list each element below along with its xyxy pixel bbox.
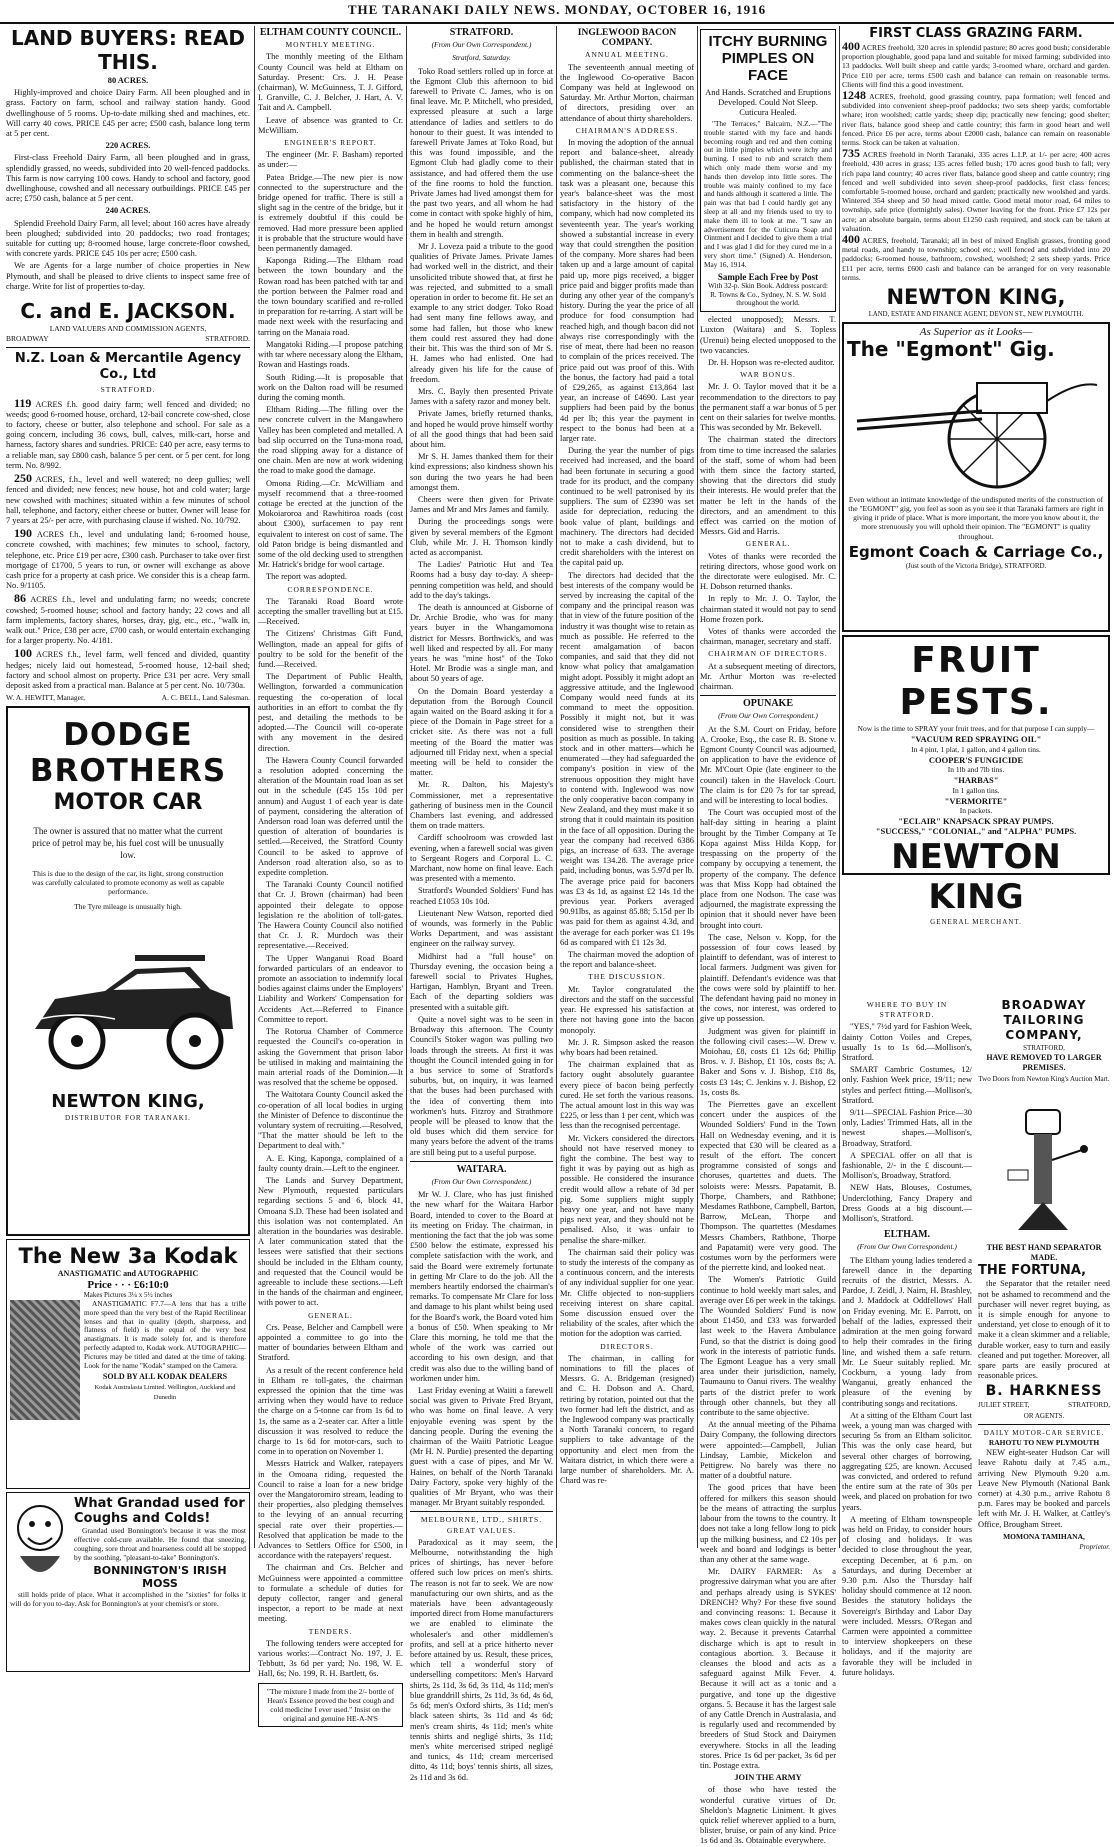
kodak-subtitle: ANASTIGMATIC and AUTOGRAPHIC — [57, 1269, 199, 1279]
article-byline: (From Our Own Correspondent.) — [718, 711, 818, 721]
article-paragraph: The directors had decided that the best interests of the company would be served by increasing the capital of the company and the principal reason was that in view of the future position of the industry it was thought wise to retain as much as possible. He referred to the recent amalgamation of bacon companies, and said that they did not know what policy that amalgamation might adopt. Possibly it might adopt an aggressive attitude, and the Inglewood Company would need funds at its command to meet the opposition. Possibly it might not, but it was considered wise to strengthen their position as much as possible. In taking stock and in other matters—which he enumerated —they had safeguarded the company's position in view of the strenuous opposition they might have to contend with. Inglewood was now the only cooperative bacon company in New Zealand, and they must make it so strong that it could maintain its position in the face of all opposition. During the year the company had received 6386 pigs, an increase of 633. The average weight was 134.28. The average price paid, including bonus, was 5.97d per lb. The average price paid for baconers was £3 4s 1d, as against £2 14s 1d the previous year. Porkers averaged 90.91lbs, as against 85.88; 5.15d per lb was paid for them as against 4.3d, and the average for each porker was £1 19s 6d as compared with £1 12s 3d. — [560, 570, 694, 947]
kodak-price-line: Price · · · £6:10:0 — [87, 1278, 169, 1291]
where-item: SMART Cambric Costumes, 12/ only. Fashion Week price, 19/11; new styles and perfect fitting.—Mollison's, Stratford. — [842, 1065, 972, 1105]
kodak-price-label: Price — [87, 1278, 112, 1291]
article-paragraph: The case, Nelson v. Kopp, for the possession of four cows leased by plaintiff to defendant, was of interest to local farmers. Judgment was given for plaintiff. Defendant's evidence was that the cows were sold by plaintiff to her. The defendant having paid no money in the cows, nor interest, was ordered to give up possession. — [700, 932, 836, 1024]
grandad-brand: BONNINGTON'S IRISH MOSS — [93, 1564, 227, 1591]
article-paragraph: The Department of Public Health, Wellington, forwarded a communication requesting the co-operation of local authorities in an effort to combat the fly pest, and detailing the methods to be adopted.—The Council will co-operate with any movement in the desired direction. — [258, 672, 403, 753]
article-paragraph: The Eltham young ladies tendered a farewell dance in the departing recruits of the district, Messrs. A. Pardoe, J. Zeidl, J. Nairn, H. Brashley, and J. Maddock at Oddfellows' Hall on Friday evening. Mr. E. Parrott, on behalf of the ladies, expressed their admiration at the men going forward to help their comrades in the firing line, and wished them a safe return. Mr. Le Sueur suitably replied. Mr. Cockburn, a young lady from Wanganui, greatly enhanced the pleasure of the evening by contributing songs and recitations. — [842, 1255, 972, 1408]
harkness-name: B. HARKNESS — [985, 1383, 1103, 1400]
article-subheading: MELBOURNE, LTD., SHIRTS. GREAT VALUES. — [420, 1515, 543, 1535]
article-heading: WAITARA. — [456, 1163, 507, 1175]
article-paragraph: South Riding.—It is proposable that work on the Dalton road will be resumed during the coming month. — [258, 372, 403, 402]
land-buyers-ad — [6, 26, 250, 344]
broadway-place: STRATFORD, — [1023, 1044, 1065, 1052]
article-heading: ELTHAM. — [883, 1229, 931, 1241]
grazing-farm-ad — [842, 26, 1110, 319]
column-rule — [406, 26, 407, 1548]
article-paragraph: The seventeenth annual meeting of the Inglewood Co-operative Bacon Company was held at Inglewood on Saturday. Mr. Arthur Morton, chairman of directors, presiding over an attendance of about thirty shareholders. — [560, 62, 694, 123]
listing-text: ACRES, f.h., level and well watered; no deep gullies; well fenced and divided; new fences; new house, hot and cold water; large new cowshed with machines; situated within a few minutes of school hall, telephone, and factory, either cheese or butter. Owner will lease for 7 years at 25/- per acre, with purchasing clause if wished. No. 10/792. — [6, 475, 250, 525]
kodak-price: £6:10:0 — [133, 1278, 169, 1291]
heans-essence-ad: "The mixture I made from the 2/- bottle of Hean's Essence proved the best cough and cold medicine I ever used." Insist on the original and genuine HE-A-N'S — [258, 1683, 403, 1727]
grazing-heading: FIRST CLASS GRAZING FARM. — [869, 26, 1083, 41]
article-paragraph: Votes of thanks were accorded the chairman, manager, secretary and staff. — [700, 627, 836, 647]
listing-text: ACRES f.h. good dairy farm; well fenced and divided; no weeds; good 6-roomed house, orchard, 12-bail concrete cow-shed, close to factory, cheese or butter, also telephone and school. For sale as a going concern, including 36 cows, bull, calves, milk-cart, horse and harness, factory shares and sundries. PRICE: £40 per acre, easy terms to a reliable man, say £800 cash, balance 5 per cent. or 5 per cent. for long term. No. 8/992. — [6, 399, 250, 470]
article-paragraph: Patea Bridge.—The new pier is now connected to the superstructure and the bridge opened for traffic. There is still a slight sag in the centre of the bridge, but it is extremely doubtful if this could be removed. Had more pressure been applied it is probable that the structure would have been permanently damaged. — [258, 172, 403, 254]
kodak-company: Kodak Australasia Limited. Wellington, Auckland and Dunedin — [94, 1383, 236, 1401]
article-paragraph: The death is announced at Gisborne of Dr. Archie Brodie, who was for many years buyer in the Whangamomona district for Messrs. Borthwick's, and was well liked and respected by all. For many years he was "mine host" of the Toko Hotel. Mr Brodie was a single man, and about 50 years of age. — [410, 602, 553, 684]
gig-heading: As Superior as it Looks— — [919, 326, 1033, 339]
article-paragraph: At a sitting of the Eltham Court last week, a young man was charged with securing 5s from an Eltham solicitor. This was the only case heard, but several other charges of borrowing, aggregating £25, are known. Accused was convicted, and ordered to refund the entire sum at the rate of 30s per week, and placed on probation for two years. — [842, 1410, 972, 1512]
divider — [410, 1511, 553, 1512]
article-paragraph: During the year the number of pigs received had increased, and the board had been fortunate in securing a good trade for its product, and the company continued to be well patronised by its suppliers. The sum of £2390 was set aside for depreciation, reducing the book value of plant, buildings and machinery. The directors had decided not to make a cash dividend, but to credit shareholders with the interest on the capital paid up. — [560, 446, 694, 568]
right-ads — [978, 998, 1110, 1552]
article-byline: (From Our Own Correspondent.) — [431, 1176, 532, 1186]
cuticura-ad — [700, 29, 836, 312]
article-paragraph: Mr W. J. Clare, who has just finished the new wharf for the Waitara Harbor Board, intended to cover to the Board at its meeting on Friday. The chairman, in mentioning the fact that the job was some £500 below the estimate, expressed his complete satisfaction with the work, and said the Board were extremely fortunate in getting Mr Clare to do the job. All the members heartily endorsed the chairman's remarks. To compensate Mr Clare for loss and damage to his plant whilst being used for the Board's work, the Board voted him a bonus of £50. When speaking to Mr Clare this morning, he told me that the whole of the work was carried out according to his own design, and that credit was also due to the willing band of workmen under him. — [410, 1190, 553, 1383]
article-paragraph: The chairman and Crs. Belcher and McGuinness were appointed a committee to formulate a schedule of duties for deputy collector, ranger and general inspector, a report to be made at next meeting. — [258, 1563, 403, 1624]
article-paragraph: Quite a novel sight was to be seen in Broadway this afternoon. The County Council's Stoker wagon was pulling two loads through the streets. At first it was thought the Council intended going in for a bus service to some of Stratford's suburbs, but, on inquiry, it was learned that the buses had been purchased with the idea of converting them into workmen's huts. Fitzroy and Strathmore people will be pleased to know that the old buses which did them service for many years before the advent of the trams are still being put to a useful purpose. — [410, 1014, 553, 1157]
nz-manager: W. A. HEWITT, Manager, — [6, 693, 86, 703]
article-paragraph: At the annual meeting of the Pihama Dairy Company, the following directors were appointed:—Campbell, Julian Lindsay, Lambie, Mickelon and Pettigrew. No barely was there no matter of a doubtful nature. — [700, 1420, 836, 1481]
motor-role: Proprietor. — [1079, 1543, 1110, 1552]
article-paragraph: Toko Road settlers rolled up in force at the Egmont Club this afternoon to bid farewell to Private C. James, who is on final leave. Mr. P. Mitchell, who presided, expressed pleasure at such a large attendance of ladies and settlers to do honour to their guest. It was intended to farewell Private James at Toko Road, but this was found impossible, and the Egmont Club had gladly come to their assistance, and had offered them the use of the fine rooms to hold the function. Private James had lived amongst them for the past two years, and all whom he had come in contact with spoke highly of him, and he hoped he would return amongst them in health and strength. — [410, 66, 553, 239]
divider — [700, 695, 836, 696]
jackson-name: C. and E. JACKSON. — [20, 299, 236, 324]
where-item: 9/11—SPECIAL Fashion Price—30 only, Ladies' Trimmed Hats, all in the newest shapes.—Mollison's, Broadway, Stratford. — [842, 1108, 972, 1148]
article-paragraph: Omona Riding.—Cr. McWilliam and myself recommend that a three-roomed cottage be erected at the junction of the Mokoiaroroa and Rawhitiroa roads (cost about £300), surfacemen to pay rent equivalent to interest on cost of same. The old Paton bridge is being dismantled and some of the old decking used to strengthen Mr. Hatrick's bridge for wool cartage. — [258, 478, 403, 570]
where-heading: WHERE TO BUY IN STRATFORD. — [866, 1000, 948, 1020]
dodge-brothers-ad — [6, 706, 250, 1236]
article-paragraph: The following tenders were accepted for various works:—Contract No. 197, J. E. Tebbutt, 3s 6d per yard; No. 198, W. E. Hall, 6s; No. 199, R. H. Bartlett, 6s. — [258, 1638, 403, 1679]
listing-text: Splendid Freehold Dairy Farm, all level; about 160 acres have already been ploughed; subdivided into 20 paddocks; two road frontages; suitable for cutting up; 8-roomed house, large concrete-floor cowshed, with concrete yards. PRICE £45 10s per acre; £500 cash. — [6, 218, 250, 259]
sample-text: With 32-p. Skin Book. Address postcard: R. Towns & Co., Sydney, N. S. W. Sold throughout the world. — [708, 280, 828, 308]
article-paragraph: Dr. H. Hopson was re-elected auditor. — [708, 357, 835, 367]
article-subheading: ANNUAL MEETING. — [585, 50, 669, 60]
column-rule — [839, 26, 840, 1548]
agents-note: We are Agents for a large number of choice properties in New Plymouth, and shall be pleased to drive clients to inspect same free of charge. Write for list of properties to-day. — [6, 261, 250, 291]
listing-text: ACRES freehold, 320 acres in splendid pasture; 80 acres good bush; considerable proportion ploughable, good papa land and suitable for mixed farming; subdivided into 13 paddocks. Well built sheep and cattle yards; 3-roomed whare, orchard and garden. Price £10 per acre, terms £500 cash and balance can remain on reasonable terms. Clients will find this a good investment. — [842, 43, 1110, 89]
listing-title: 240 ACRES. — [105, 206, 151, 216]
article-paragraph: The Lands and Survey Department, New Plymouth, requested particulars regarding sections 5 and 6, block 41, Omoana S.D. These had been isolated and this isolation was not contemplated. An alteration in the boundaries was desirable. A later communication stated that the lessees were satisfied that their sections should be included in the Eltham county, and requested that the Council would be agreeable to include these sections.—Left in the hands of the chairman and engineer, with power to act. — [258, 1175, 403, 1308]
article-subheading: CHAIRMAN OF DIRECTORS. — [708, 649, 828, 659]
article-paragraph: The report was adopted. — [266, 572, 347, 582]
jackson-address-right: STRATFORD. — [205, 334, 250, 344]
article-paragraph: A meeting of Eltham townspeople was held on Friday, to consider hours of closing and holidays. It was decided to close throughout the year, excepting December, at 6 p.m. on Saturdays, and during December at 9.30 p.m. Also the Thursday half holiday should commence at 12 noon. Besides the statutory holidays the Sovereign's Birthday and Labor Day were included. Messrs. O'Regan and Carmen were appointed a committee to interview shopkeepers on these holidays, and if the majority are favorable they will be included in future holidays. — [842, 1514, 972, 1677]
where-item: "YES," 7½d yard for Fashion Week, dainty Cotton Voiles and Crepes, usually 1s to 1s 6d.—Mollison's, Stratford. — [842, 1022, 972, 1063]
article-paragraph: The Court was occupied most of the half-day sitting in hearing a plaint brought by the Timber Company at Te Kopa against Miss Hilda Kopp, for trespassing on the property of the company by occupying a tenement, the property of the company. The defence was that Miss Kopp had obtained the place from one Nodson. The case was adjourned, the magistrate expressing the opinion that it should never have been brought into court. — [700, 808, 836, 930]
grandad-footer: still holds pride of place. What it accomplished in the "sixties" for folks it will do for you to-day. Ask for Bonnington's at your chemist's or store. — [10, 1590, 246, 1609]
article-paragraph: Mr. J. O. Taylor moved that it be a recommendation to the directors to pay the permanent staff a war bonus of 5 per cent on their salaries for twelve months. This was seconded by Mr. Bekevell. — [700, 382, 836, 433]
army-title: JOIN THE ARMY — [734, 1773, 802, 1783]
article-paragraph: A. E. King, Kaponga, complained of a faulty county drain.—Left to the engineer. — [258, 1153, 403, 1173]
kodak-ad — [6, 1239, 250, 1489]
article-paragraph: The chairman stated the directors from time to time increased the salaries of the staff, some of whom had been with them since the factory started, showing that the directors did study their interests. He would prefer that the matter be left in the hands of the directors, and an amendment to this effect was carried on the motion of Messrs. Gid and Harris. — [700, 435, 836, 537]
masthead: THE TARANAKI DAILY NEWS. MONDAY, OCTOBER 16, 1916 — [0, 0, 1114, 24]
separator-text: the Separator that the retailer need not be ashamed to recommend and the purchaser will never regret buying, as it is simple enough for anyone to understand, yet close to enough of it to make it a clean skimmer and a reliable, durable worker, easy to turn and easily cleaned and put together. Moreover, all spare parts are easily procured at reasonable prices. — [978, 1279, 1110, 1381]
listing-number: 250 — [14, 471, 32, 486]
fruit-item: "SUCCESS," "COLONIAL," and "ALPHA" PUMPS. — [875, 826, 1077, 837]
listing-number: 100 — [14, 646, 32, 661]
egmont-gig-ad — [842, 322, 1110, 632]
listing-number: 735 — [842, 146, 860, 161]
article-subheading: GENERAL. — [308, 1310, 353, 1320]
sheldon-liniment-ad: of those who have tested the wonderful curative virtues of Dr. Sheldon's Magnetic Liniment. It gives quick relief wherever applied to a burn, blister, bruise, or pain of any kind. Price 1s 6d and 3s. Obtainable everywhere. — [700, 1785, 836, 1846]
dodge-copy: The owner is assured that no matter what the current price of petrol may be, his fuel cost will be unusually low. — [32, 826, 224, 861]
listing-text: ACRES f.h., level and undulating land; 6-roomed house, concrete cowshed, with machines; few minutes to school, factory, telephone, etc. Price £19 per acre, £300 cash. Purchaser to take over first mortgage of £1700, 5 years to run, or owner will exchange as above cash price for a property at cash price. We consider this is a cheap farm. No. 9/1105. — [6, 530, 250, 591]
itchy-text: "The Terraces," Balcairn, N.Z.—"The trouble started with my face and hands becoming rough and red and then coming out in little pimples which were itchy and burning. I used to rub and scratch them which only made them worse and my hands then develop into little sores. The trouble was mainly confined to my face and hands although it scattered a little. The pain was that bad I could hardly get any sleep at all and my friends used to try to make them ill to look at me. "I saw an advertisement for the Cuticura Soap and Ointment and I decided to give them a trial and I was glad I did for they cured me in a very short time." (Signed) A. Henderson, May 16, 1914. — [704, 119, 832, 269]
article-paragraph: Mrs. C. Bayly then presented Private James with a safety razor and money belt. — [410, 386, 553, 407]
nz-loan-signatures — [6, 693, 250, 703]
article-paragraph: The Citizens' Christmas Gift Fund, Wellington, made an appeal for gifts of poultry to be sold for the benefit of the fund.—Received. — [258, 629, 403, 669]
article-subheading: ENGINEER'S REPORT. — [284, 138, 377, 148]
divider — [6, 347, 250, 348]
listing-text: ACRES freehold in North Taranaki, 335 acres L.I.P. at 1/- per acre; 400 acres freehold, 430 acres in grass; 135 acres felled bush; 170 acres good bush to fall; very rich papa land country; 40 acres river flats, balance good sheep and cattle country; ring fenced and well subdivided into seven sheep-proof paddocks, first class fences; comfortable 5-roomed house, orchard and garden; practically new woolshed and yards. Wintered 354 sheep and 50 head mixed cattle. Good metal motor road, 64 miles to township, safe price (fortnightly sales). Owner leaving for the front. Price £7 12s per acre; an absolute bargain, terms about £1250 cash required, and stock can be taken at valuation. — [842, 150, 1111, 233]
fruit-item: "HARBAS" — [953, 775, 999, 786]
article-paragraph: The Rotorua Chamber of Commerce requested the Council's co-operation in asking the Government that prison labor be utilised in making and maintaining the main arterial roads of the Dominion.—It was resolved that the scheme be opposed. — [258, 1027, 403, 1088]
article-subheading: WAR BONUS. — [740, 370, 796, 380]
car-illustration — [15, 919, 241, 1087]
article-paragraph: Stratford's Wounded Soldiers' Fund has reached £1053 10s 10d. — [410, 886, 553, 906]
article-paragraph: The Upper Wanganui Road Board forwarded particulars of an endeavor to promote an association to indemnify local bodies against claims under the Employers' Liability and Workers' Compensation for Accidents Act.—Referred to Finance Committee to report. — [258, 953, 404, 1024]
motor-subtitle: RAHOTU TO NEW PLYMOUTH — [988, 1438, 1100, 1448]
fruit-pests-ad — [842, 635, 1110, 926]
broadway-location: Two Doors from Newton King's Auction Mart. — [978, 1074, 1110, 1083]
article-heading: STRATFORD. — [449, 27, 514, 38]
newton-king-subtitle: LAND, ESTATE AND FINANCE AGENT, DEVON ST., NEW PLYMOUTH. — [868, 311, 1084, 319]
listing-number: 1248 — [842, 88, 866, 103]
nz-salesman: A. C. BELL, Land Salesman. — [161, 693, 250, 703]
fruit-title: FRUIT PESTS. — [899, 640, 1053, 724]
listing-text: ACRES, freehold, Taranaki; all in best of mixed English grasses, fronting good metal roads, and handy to township; school etc.; well fenced and subdivided into 20 paddocks; 6-roomed house, bathroom, cowshed, woolshed; 2 sets sheep yards. Price £11 per acre, terms £600 cash and balance can be arranged for on very reasonable terms. — [842, 236, 1110, 282]
listing-text: Highly-improved and choice Dairy Farm. All been ploughed and in grass. Factory on farm, school and railway station handy. Good dwellinghouse of 5 rooms. Up-to-date milking shed and machines, etc. Will carry 40 cows. PRICE £45 per acre; £500 cash, balance long term at 5 per cent. — [6, 88, 250, 139]
motor-name: MOMONA TAMIHANA, — [1003, 1531, 1085, 1541]
itchy-title: ITCHY BURNING PIMPLES ON FACE — [708, 33, 828, 84]
article-heading: ELTHAM COUNTY COUNCIL. — [259, 27, 402, 38]
jackson-subtitle: LAND VALUERS AND COMMISSION AGENTS, — [49, 324, 207, 334]
harkness-address — [978, 1400, 1110, 1410]
article-paragraph: On the Domain Board yesterday a deputation from the Borough Council again waited on the Board asking it for a piece of the Domain in Page street for a cricket site. As there was not a full meeting of the Board the matter was adjourned till Friday next, when a special meeting will be held to consider the matter. — [410, 686, 553, 778]
listing-number: 400 — [842, 232, 860, 247]
kodak-text: ANASTIGMATIC F7.7—A lens that has a trifle more speed than the very best of the Rapid Rectilinear lenses and that in quality (depth, sharpness, and flatness of field) is the equal of the very best anastigmats. It is made solely for, and is therefore perfectly adapted to, Kodak work. AUTOGRAPHIC—Pictures may be titled and dated at the time of taking. Look for the name "Kodak" stamped on the Camera. — [84, 1298, 246, 1370]
listing-number: 119 — [14, 395, 32, 410]
article-paragraph: Cheers were then given for Private James and Mr and Mrs James and family. — [410, 494, 553, 515]
article-subheading: CORRESPONDENCE. — [287, 584, 374, 594]
article-paragraph: In reply to Mr. J. O. Taylor, the chairman stated it would not pay to send Home frozen pork. — [700, 594, 836, 624]
article-paragraph: The Ladies' Patriotic Hut and Tea Rooms had a busy day to-day. A sheep-penning competition was held, and should add to the day's takings. — [410, 560, 553, 600]
grandad-portrait — [10, 1496, 70, 1588]
fruit-item: In packets. — [959, 805, 993, 815]
article-subheading: THE DISCUSSION. — [588, 972, 666, 982]
article-paragraph: Kaponga Riding.—The Eltham road between the town boundary and the Rowan road has been patched with tar and the portion between the Palmer road and the town boundary scarified and re-rolled in preparation for re-tarring. A start will be made next week with the resurfacing and tarring on the Manaia road. — [258, 256, 403, 337]
article-paragraph: The chairman moved the adoption of the report and balance-sheet. — [560, 950, 694, 970]
newton-king-name: NEWTON KING, — [886, 285, 1066, 310]
where-item: NEW Hats, Blouses, Costumes, Underclothing, Fancy Drapery and Dress Goods at a big discount.—Mollison's, Stratford. — [842, 1183, 972, 1224]
nz-listing — [6, 648, 250, 691]
article-dateline: Stratford, Saturday. — [452, 53, 511, 63]
kodak-sold: SOLD BY ALL KODAK DEALERS — [102, 1372, 228, 1382]
nz-listing — [6, 395, 250, 471]
land-buyers-heading: LAND BUYERS: READ THIS. — [10, 26, 246, 74]
where-to-buy — [842, 998, 972, 1680]
column-stratford — [410, 26, 553, 1782]
column-rule — [697, 26, 698, 1548]
article-paragraph: The Taranaki Road Board wrote accepting the smaller travelling but at £15.—Received. — [258, 596, 403, 627]
dodge-dealer-sub: DISTRIBUTOR FOR TARANAKI. — [65, 1113, 191, 1122]
article-paragraph: Crs. Pease, Belcher and Campbell were appointed a committee to go into the matter of boundaries between Eltham and Stratford. — [258, 1322, 403, 1363]
nz-listing — [6, 593, 250, 646]
gig-company: Egmont Coach & Carriage Co., — [848, 542, 1104, 561]
dodge-copy: This is due to the design of the car, its light, strong construction was carefully calculated to promote economy as well as capable performance. — [31, 869, 225, 897]
article-paragraph: As a result of the recent conference held in Eltham re toll-gates, the chairman expressed the opinion that the time was arriving when they would have to reduce the charge on a 5-tonne car from 1s 6d to 1s, the same as a 2-seater car. After a little discussion it was resolved to reduce the charge to 1s 6d for motor-cars, such to come in to operation on November 1. — [258, 1365, 403, 1457]
fruit-item: In 4 pint, 1 plat, 1 gallon, and 4 gallon tins. — [911, 744, 1041, 754]
article-paragraph: Paradoxical as it may seem, the Melbourne, notwithstanding the high prices of shirtings, has never before offered such low prices on men's shirts. The reason is not far to seek. We are now manufacturing our own shirts, and as the materials have been advantageously imported direct from Home manufacturers we are enabled to eliminate the wholesaler's and other middlemen's profits, and sell at a price hitherto never before attained by us. Result, these prices, which tell a wonderful story of underselling competitors: Men's Harvard shirts, 2s 11d, 3s 6d, 3s 11d, 4s 11d; men's blue granddrill shirts, 2s 11d, 3s 6d, 4s 6d, 5s 6d; men's Oxford shirts, 3s 11d; men's black sateen shirts, 3s 11d and 4s 6d; men's cream shirts, 4s 11d; men's white tennis shirts and negligé shirts, 3s 11d; men's white mercerised striped negligé and tunics, 4s 11d; cream mercerised ditto, 4s 11d; boys' tennis shirts, all sizes, 2s 11d and 3s 6d. — [410, 1537, 553, 1782]
separator-heading: THE BEST HAND SEPARATOR MADE. — [986, 1243, 1102, 1263]
itchy-subtitle: And Hands. Scratched and Eruptions Developed. Could Not Sleep. Cuticura Healed. — [705, 87, 831, 117]
article-paragraph: In moving the adoption of the annual report and balance-sheet, already published, the chairman stated that in commenting on the balance-sheet the task was a pleasant one, because this year's balance-sheet was the most satisfactory in the history of the company, which had now completed its seventeenth year. The year's working showed a substantial increase in every way that could strengthen the position of the company. More shares had been taken up and a large amount of capital paid up, more pigs received, a bigger price paid and bigger profits made than during any other year of the company's history. During the year the price of all produce for food consumption had reached high, and though bacon did not always rise correspondingly with the rise of meat, there had been no reason to complain of the prices received. The price paid out was proof of this. With the bonus, the factory had paid a total of £29,265, as against £13,864 last year, an increase of £4690. Last year suppliers had been paid by the bonus 4d per lb; this year the payment in respect to the bonus had been at a larger rate. — [560, 138, 694, 443]
article-paragraph: The chairman, in calling for nominations to fill the places of Messrs. G. A. Bridgeman (resigned) and C. H. Dobson and A. Chard, retiring by rotation, pointed out that the two former had left the district, and as the Inglewood company was practically a North Taranaki concern, to regard suppliers to take advantage of the opportunity and elect men from the Waitara district, in which there were a large number of shareholders. Mr. A. Chard was re- — [560, 1353, 694, 1486]
article-paragraph: At the S.M. Court on Friday, before A. Crooke, Esq., the case R. B. Stone v. Egmont County Council was adjourned, on application to have the evidence of Mr. M'Court Opie (late engineer to the council) taken in the Havelock Court. The claim is for £20 7s for tar spread, and will be interesting to local bodies. — [700, 724, 836, 806]
column-inglewood — [560, 26, 694, 1548]
article-paragraph: The monthly meeting of the Eltham County Council was held at Eltham on Saturday. Present: Crs. J. H. Pease (chairman), W. McGuinness, T. J. Gifford, I. Granville, C. J. Belcher, J. Hart, A. V. Tait and A. Campbell. — [258, 52, 403, 113]
gig-illustration — [847, 361, 1105, 491]
article-subheading: CHAIRMAN'S ADDRESS. — [575, 125, 679, 135]
article-paragraph: Votes of thanks were recorded the retiring directors, whose good work on the directorate were eulogised. Mr. C. H. Dobson returned thanks. — [700, 551, 836, 592]
fruit-intro: Now is the time to SPRAY your fruit trees, and for that purpose I can supply— — [857, 724, 1095, 734]
article-paragraph: The Taranaki County Council notified that Cr. J. Brown (chairman) had been appointed their delegate to oppose legislation re the abolition of toll-gates. The Hawera County Council also notified that Cr. J. R. Murdoch was their representative.—Received. — [258, 880, 403, 951]
column-rule — [556, 26, 557, 1548]
article-paragraph: Mr. R. Dalton, his Majesty's Commissioner, met a representative gathering of business men in the Council Chambers last evening, and addressed them on trade matters. — [410, 780, 553, 831]
dodge-dealer: NEWTON KING, — [51, 1090, 205, 1112]
column-ads-right — [842, 26, 1111, 1677]
article-paragraph: Judgment was given for plaintiff in the following civil cases:—W. Drew v. Moiohau, £8, costs £1 12s 6d; Phillip Bros. v. J. Bishop, £1 10s, costs 8s; A. Baker and Sons v. J. Bishop, £18 8s, costs £3 14s; C. Jenkins v. J. Bishop, £2 1s, costs 8s. — [700, 1026, 836, 1097]
listing-title: 80 ACRES. — [107, 76, 149, 85]
fruit-item: "VACUUM RED SPRAYING OIL" — [910, 734, 1042, 745]
bonnington-ad — [6, 1492, 250, 1672]
article-paragraph: Messrs Hatrick and Walker, ratepayers in the Omoana riding, requested the Council to raise a loan for a new bridge over the Mangatoromiro stream, leading to their properties, also pledging themselves to the levying of an annual recurring special rate over their properties.—Resolved that application be made to the Advances to Settlers Office for £500, in accordance with the ratepayers' request. — [258, 1459, 403, 1561]
article-paragraph: During the proceedings songs were given by several members of the Egmont Club, while Mr. J. H. Thomson kindly acted as accompanist. — [410, 517, 553, 557]
article-byline: (From Our Own Correspondent.) — [431, 40, 532, 50]
column-opunake — [700, 26, 836, 1846]
broadway-title: BROADWAY TAILORING COMPANY, — [1001, 998, 1087, 1042]
dodge-subtitle: MOTOR CAR — [53, 790, 203, 816]
motor-heading: DAILY MOTOR-CAR SERVICE. — [983, 1428, 1105, 1437]
fruit-item: "VERMORITE" — [944, 795, 1008, 806]
column-rule — [254, 26, 255, 1548]
separator-title: THE FORTUNA, — [978, 1263, 1087, 1279]
listing-number: 400 — [842, 39, 860, 53]
article-paragraph: Leave of absence was granted to Cr. McWilliam. — [258, 115, 403, 135]
car-image — [15, 919, 245, 1087]
dodge-title: DODGE BROTHERS — [29, 717, 227, 790]
article-paragraph: The Hawera County Council forwarded a resolution adopted concerning the alteration of the Mountain road loan as set out in the schedule (£45 15s 10d per annum) and August 1 of each year is date of payment, considering the alteration of Anderson road loan was deferred until the question of alteration of boundaries is settled.—Received, the Stratford County Council to be asked to approve of Anderson road alteration also, so as to expedite completion. — [258, 755, 403, 878]
article-paragraph: Mangatoki Riding.—I propose patching with tar where necessary along the Eltham, Rowan and Hastings roads. — [258, 339, 403, 370]
where-item: A SPECIAL offer on all that is fashionable, 2/- in the £ discount.—Mollison's, Broadway, Stratford. — [842, 1150, 972, 1181]
listing-text: ACRES f.h., level farm, well fenced and divided, quantity hedges; nicely laid out homestead, 5-roomed house, 12-bail shed; factory and school almost on property. Price £31 per acre. Very small deposit asked from a practical man. Balance at 5 per cent. No. 10/730a. — [6, 650, 250, 690]
motor-text: NEW eight-seater Hudson Car will leave Rahotu daily at 7.45 a.m., arriving New Plymouth 9.20 a.m. Leave New Plymouth (National Bank corner) at 4.30 p.m., arrive Rahotu 8 p.m. Fares may be booked and parcels left with Mr. J. H. Walker, at Cattley's Office, Brougham Street. — [978, 1448, 1110, 1529]
kodak-title: The New 3a Kodak — [18, 1244, 238, 1269]
fruit-item: In 1lb and 7lb tins. — [947, 765, 1005, 775]
fruit-item: In 1 gallon tins. — [952, 785, 1000, 795]
listing-number: 86 — [14, 591, 26, 606]
article-subheading: TENDERS. — [308, 1626, 353, 1636]
article-paragraph: Eltham Riding.—The filling over the new concrete culvert in the Mangawhero Valley has been completed and metalled. A bad slip occurred on the Tuna-mona road, the road slipping away for a distance of one chain. Men are now at work widening the road to make good the damage. — [258, 405, 403, 476]
article-paragraph: At a subsequent meeting of directors, Mr. Arthur Morton was re-elected chairman. — [700, 661, 836, 692]
article-paragraph: The Pierrettes gave an excellent concert under the auspices of the Wounded Soldiers' Fund in the Town Hall on Wednesday evening, and it is expected that £30 will be cleared as a result of the effort. The concert programme consisted of songs and choruses, quartettes and duets. The soloists were: Messrs. Papatamit, B. Thorpe, Chambers, and Rathbone; Mesdames Rathbone, Campbell, Barton, Barrow, McLean, Thorpe and Thompson. The quartettes (Mesdames Messrs Chambers, Rathbone, Thorpe and Papatamit) were very good. The costumes worn by the performers were of the pierrette kind, and looked neat. — [700, 1099, 836, 1273]
separator-illustration — [978, 1090, 1108, 1240]
sample-heading: Sample Each Free by Post — [717, 271, 819, 282]
jackson-address — [6, 334, 250, 344]
article-subheading: GENERAL. — [745, 539, 791, 549]
fruit-subtitle: GENERAL MERCHANT. — [930, 917, 1022, 926]
article-paragraph: Private James, briefly returned thanks, and hoped he would prove himself worthy of all the good things that had been said about him. — [410, 409, 553, 449]
listing-text: First-class Freehold Dairy Farm, all been ploughed and in grass, splendidly grassed, no weeds, subdivided into 20 well-fenced paddocks. This farm is now carrying 100 cows. Handy to school and factory, good dwellinghouse, cowshed and all necessary outbuildings. PRICE £45 per acre; £750 cash, balance at 5 per cent. — [6, 153, 250, 204]
article-paragraph: Last Friday evening at Waiiti a farewell social was given to Private Fred Bryant, who was home on final leave. A very enjoyable evening was spent by the dancing people. During the evening the chairman of the Waiiti Patriotic League (Mr H. N. Purdie) presented the departing guest with a case of pipes, and Mr W. Haines, on behalf of the North Taranaki Dairy Factory, spoke very highly of the qualities of Mr Bryant, who was their manager. Mr Bryant suitably responded. — [410, 1386, 553, 1508]
sykes-drench-ad: Mr. DAIRY FARMER: As a progressive dairyman what you are after and perhaps already using is SYKES' DRENCH? Why? For these five sound and convincing reasons: 1. Because it makes cows clean quickly in the natural way. 2. Because it prevents Catarrhal discharge which is apt to result in contagious abortion. 3. Because it cleanses the blood and acts as a safeguard against Milk Fever. 4. Because it will act as a tonic and a purgative, and tone up the digestive organs. 5. Because it has the largest sale of any Cattle Drench in Australasia, and is regularly used and recommended by breeders of Stud Stock and Dairymen everywhere. Stocks in all the leading stores. Price 1s 6d per packet, 3s 6d per tin. Postage extra. — [700, 1567, 836, 1770]
article-paragraph: Mr S. H. James thanked them for their kind expressions; also kindness shown his son during the two years he had been amongst them. — [410, 452, 553, 492]
divider — [978, 1424, 1110, 1425]
column-ads-left — [6, 26, 250, 1609]
article-paragraph: Mr. J. R. Simpson asked the reason why boars had been retained. — [560, 1037, 694, 1057]
divider — [410, 1161, 553, 1162]
fruit-item: COOPER'S FUNGICIDE — [928, 754, 1024, 765]
article-paragraph: The chairman explained that as factory ought absolutely guarantee every piece of bacon being perfectly cured. He set forth the various reasons. The actual amount lost in this way was £225, or less than 1 per cent, which was less than the recognised percentage. — [560, 1060, 694, 1131]
fruit-newton-king: NEWTON KING — [891, 836, 1061, 917]
article-paragraph: Lieutenant New Watson, reported died of wounds, was formerly in the Public Works Department, and was assistant engineer on the railway survey. — [410, 908, 553, 949]
dodge-copy: The Tyre mileage is unusually high. — [74, 902, 182, 912]
listing-title: 220 ACRES. — [105, 141, 151, 151]
article-paragraph: The chairman said their policy was to study the interests of the company as a continuous concern, and the interests of any individual supplier for one year. Mr. Cliffe objected to non-suppliers receiving interest on share capital. Some discussion ensued over the reliability of the scales, after which the motion for the adoption was carried. — [560, 1247, 694, 1339]
grandad-title: What Grandad used for Coughs and Colds! — [74, 1496, 245, 1527]
harkness-sub: OR AGENTS. — [1023, 1411, 1065, 1420]
article-paragraph: Cardiff schoolroom was crowded last evening, when a farewell social was given to Sergeant Rogers and Corporal L. C. Marchant, now home on final leave. Each was presented with a memento. — [410, 833, 553, 884]
article-subheading: DIRECTORS. — [600, 1341, 654, 1351]
column-eltham-council — [258, 26, 404, 1723]
article-paragraph: The Women's Patriotic Guild continue to hold weekly mart sales, and average over £6 per week in the takings. The Wounded Soldiers' Fund is now about £1450, and £33 was forwarded last week to the Havera Ambulance Fund, so that the district is doing good work in the interests of patriotic funds. The Egmont League has a very small area under their jurisdiction, namely, Taumaunu to Oanui rivers. The wealthy parts of the district prefer to work through other channels, but they all contribute to the same objective. — [700, 1275, 836, 1418]
harkness-address-left: JULIET STREET, — [978, 1401, 1030, 1410]
harkness-address-right: STRATFORD, — [1068, 1401, 1110, 1410]
article-paragraph: Mr. Vickers considered the directors should not have reserved money to fight the combine. The best way to fight it was by paying out as high as possible. He considered the insurance credit would allow a rebate of 3d per pig. Some suppliers might supply heavy one year, and not have many pigs next year, and they should not be penalised. Also, it was unfair to penalise the share-milker. — [560, 1133, 694, 1245]
listing-number: 190 — [14, 526, 32, 541]
article-paragraph: elected unopposed); Messrs. T. Luxton (Waitara) and S. Topless (Urenui) being elected unopposed to the two vacancies. — [700, 315, 836, 355]
article-heading: INGLEWOOD BACON COMPANY. — [577, 28, 677, 49]
gig-title: The "Egmont" Gig. — [847, 337, 1055, 362]
listing-text: ACRES f.h., level and undulating farm; no weeds; concrete cowshed; 5-roomed house; school and factory handy; 22 cows and all farm implements, factory shares, horses, dray, gig, etc., etc., "walk in, walk out." Price, £38 per acre, £700 cash, or would entertain exchanging for a larger property. No. 4/181. — [6, 595, 250, 646]
grandad-text: Grandad used Bonnington's because it was the most effective cold-cure available. He found that sneezing, coughing, sore throat and hoarseness could all be stopped by the soothing, "pleasant-to-take" Bonnington's. — [74, 1526, 246, 1563]
article-subheading: MONTHLY MEETING. — [285, 40, 376, 50]
kodak-size: Makes Pictures 3¼ x 5½ inches — [83, 1290, 173, 1299]
gig-text: Even without an intimate knowledge of the undisputed merits of the construction of the "EGMONT" gig, you feel as soon as you see it that Taranaki farmers are right in giving it pride of place. What is more important, the more you know about it, the more strenuously you will uphold their opinion. The "EGMONT" is quality throughout. — [848, 494, 1104, 541]
nz-listing — [6, 473, 250, 526]
article-paragraph: Mr J. Loveza paid a tribute to the good qualities of Private James. Private James had worked well in the district, and their unsolicited tribute showed that, at first he was rejected, and submitted to a small operation in order to become fit. He set an example to any strict dodger. Toko Road had sent many fine fellows away, and some had fallen, but those who knew them could rest assured they had done their bit. This was the third son of Mr S. H. James who had enlisted. One had already given his life for the cause of freedom. — [410, 242, 553, 384]
gig-company-sub: (Just south of the Victoria Bridge), STRATFORD. — [905, 561, 1047, 570]
broadway-moved: HAVE REMOVED TO LARGER PREMISES. — [986, 1053, 1102, 1073]
kodak-camera-image — [10, 1300, 80, 1420]
nz-listing — [6, 528, 250, 591]
article-byline: (From Our Own Correspondent.) — [857, 1242, 957, 1252]
article-paragraph: Mr. Taylor congratulated the directors and the staff on the successful year. He expressed his satisfaction at there not having gone into the bacon monopoly. — [560, 984, 694, 1035]
jackson-address-left: BROADWAY — [6, 334, 49, 344]
article-paragraph: Midhirst had a "full house" on Thursday evening, the occasion being a farewell social to Privates Hughes, Hartigan, Hamblyn, Bryant and Treen. Each of the departing soldiers was presented with a suitable gift. — [410, 951, 553, 1012]
grandad-image — [10, 1496, 70, 1588]
article-paragraph: The Waitotara County Council asked the co-operation of all local bodies in urging the Minister of Defence to discontinue the voluntary system of recruiting.—Resolved, "That the matter should be left to the Department to deal with." — [258, 1090, 403, 1151]
listing-text: ACRES, freehold, good grassing country, papa formation; well fenced and subdivided into convenient sheep-proof paddocks; two sets sheep yards; comfortable whare; iron woolshed; cattle yards; sheep dip; practically new fencing; good shelter; river flats, balance good sheep and cattle country; this farm in good heart and well fenced. Price £6 per acre, terms about £2000 cash, balance can remain on reasonable terms. Stock can be taken at valuation. — [842, 92, 1110, 148]
article-heading: OPUNAKE — [743, 698, 793, 710]
article-paragraph: The engineer (Mr. F. Basham) reported as under:— — [258, 150, 403, 170]
nz-loan-heading: N.Z. Loan & Mercantile Agency Co., Ltd — [14, 351, 242, 383]
fruit-item: "ECLAIR" KNAPSACK SPRAY PUMPS. — [898, 816, 1054, 827]
article-paragraph: The good prices that have been offered for milkers this season should be the means of attracting the surplus labour from the towns to the country. It does not take a long fellow long to pick up the milking business, and £2 10s per week and board and lodgings is better than any other at the same wage. — [700, 1483, 836, 1564]
nz-loan-place: STRATFORD. — [100, 385, 156, 395]
nz-loan-ad — [6, 351, 250, 703]
